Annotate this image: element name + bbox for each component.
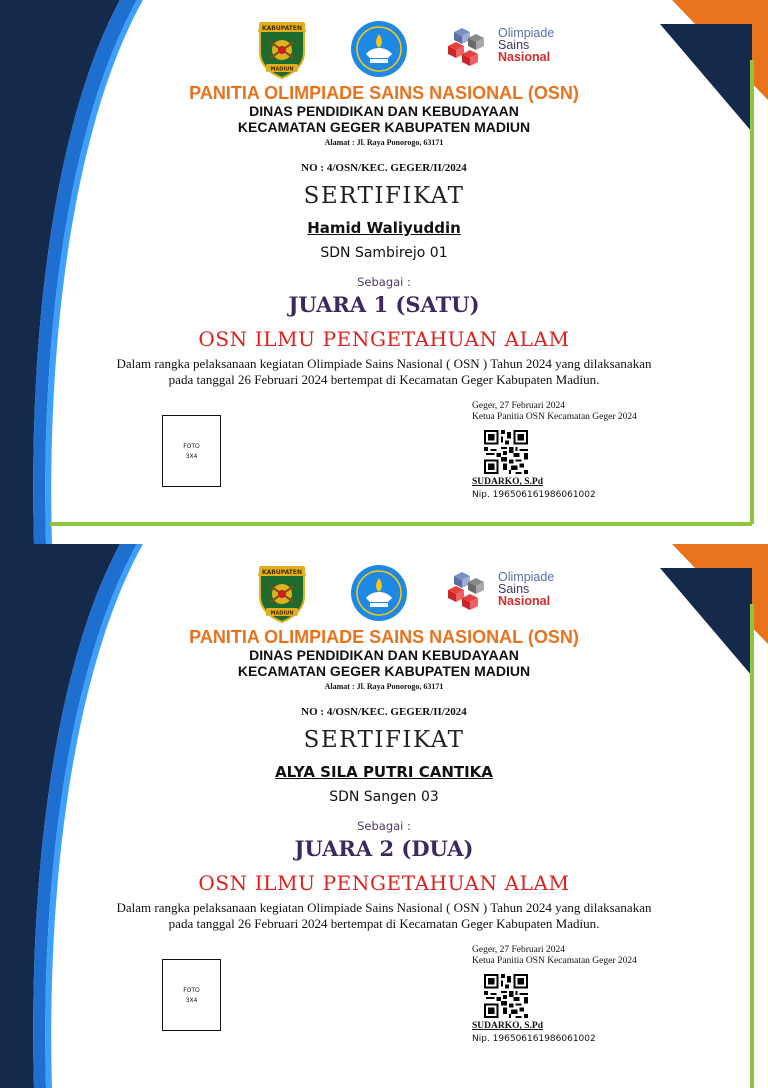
sign-place-date: Geger, 27 Februari 2024: [472, 401, 566, 411]
osn-cubes-icon: [444, 24, 494, 72]
osn-logo-line1: Olimpiade: [498, 26, 555, 40]
osn-logo-line3: Nasional: [498, 50, 551, 64]
kabupaten-madiun-emblem-icon: [254, 18, 310, 80]
sign-place-date: Geger, 27 Februari 2024: [472, 945, 566, 955]
signer-name: SUDARKO, S.Pd: [472, 1021, 543, 1031]
sign-role: Ketua Panitia OSN Kecamatan Geger 2024: [472, 956, 637, 966]
photo-size-label: 3X4: [185, 997, 198, 1004]
as-label: Sebagai :: [357, 275, 411, 289]
photo-label: FOTO: [183, 987, 200, 994]
osn-logo-line2: Sains: [498, 582, 530, 596]
description-line-2: pada tanggal 26 Februari 2024 bertempat di Kecamatan Geger Kabupaten Madiun.: [168, 916, 600, 931]
competition-title: OSN ILMU PENGETAHUAN ALAM: [198, 871, 570, 895]
osn-cubes-icon: [444, 568, 494, 616]
certificate-2: [0, 544, 768, 1088]
qr-code-icon: [484, 974, 528, 1018]
rank-title: JUARA 2 (DUA): [294, 836, 474, 861]
emblem-text-top: KABUPATEN: [262, 569, 302, 576]
signer-name: SUDARKO, S.Pd: [472, 477, 543, 487]
certificate-heading: SERTIFIKAT: [303, 727, 465, 753]
osn-logo-line1: Olimpiade: [498, 570, 555, 584]
photo-size-label: 3X4: [185, 453, 198, 460]
osn-logo: [444, 24, 564, 72]
signer-nip: Nip. 196506161986061002: [472, 1034, 596, 1044]
competition-title: OSN ILMU PENGETAHUAN ALAM: [198, 327, 570, 351]
emblem-text-bottom: MADIUN: [270, 610, 294, 617]
qr-code-icon: [484, 430, 528, 474]
photo-placeholder: [162, 959, 221, 1031]
photo-label: FOTO: [183, 443, 200, 450]
department-name: DINAS PENDIDIKAN DAN KEBUDAYAAN: [249, 103, 519, 119]
recipient-name: Hamid Waliyuddin: [307, 219, 461, 237]
recipient-name: ALYA SILA PUTRI CANTIKA: [275, 763, 493, 781]
tut-wuri-handayani-logo-icon: [350, 20, 408, 78]
osn-logo-text: [498, 571, 554, 607]
rank-title: JUARA 1 (SATU): [288, 292, 480, 317]
district-name: KECAMATAN GEGER KABUPATEN MADIUN: [237, 119, 531, 135]
recipient-school: SDN Sangen 03: [329, 789, 439, 805]
description-line-1: Dalam rangka pelaksanaan kegiatan Olimpiade Sains Nasional ( OSN ) Tahun 2024 yang dilaksanakan: [116, 356, 652, 371]
osn-logo-text: [498, 27, 554, 63]
signer-nip: Nip. 196506161986061002: [472, 490, 596, 500]
kabupaten-madiun-emblem-icon: [254, 562, 310, 624]
address: Alamat : Jl. Raya Ponorogo, 63171: [324, 682, 444, 691]
recipient-school: SDN Sambirejo 01: [320, 245, 448, 261]
as-label: Sebagai :: [357, 819, 411, 833]
description-line-1: Dalam rangka pelaksanaan kegiatan Olimpiade Sains Nasional ( OSN ) Tahun 2024 yang dilaksanakan: [116, 900, 652, 915]
committee-title: PANITIA OLIMPIADE SAINS NASIONAL (OSN): [189, 83, 579, 103]
certificate-heading: SERTIFIKAT: [303, 183, 465, 209]
tut-wuri-handayani-logo-icon: [350, 564, 408, 622]
osn-logo: [444, 568, 564, 616]
osn-logo-line2: Sains: [498, 38, 530, 52]
osn-logo-line3: Nasional: [498, 594, 551, 608]
photo-placeholder: [162, 415, 221, 487]
department-name: DINAS PENDIDIKAN DAN KEBUDAYAAN: [249, 647, 519, 663]
address: Alamat : Jl. Raya Ponorogo, 63171: [324, 138, 444, 147]
certificate-number: NO : 4/OSN/KEC. GEGER/II/2024: [301, 162, 467, 174]
signature-block: [472, 401, 712, 500]
certificate-number: NO : 4/OSN/KEC. GEGER/II/2024: [301, 706, 467, 718]
sign-role: Ketua Panitia OSN Kecamatan Geger 2024: [472, 412, 637, 422]
signature-block: [472, 945, 712, 1044]
emblem-text-bottom: MADIUN: [270, 66, 294, 73]
certificate-frame-decoration: [0, 544, 768, 1088]
emblem-text-top: KABUPATEN: [262, 25, 302, 32]
description-line-2: pada tanggal 26 Februari 2024 bertempat di Kecamatan Geger Kabupaten Madiun.: [168, 372, 600, 387]
district-name: KECAMATAN GEGER KABUPATEN MADIUN: [237, 663, 531, 679]
committee-title: PANITIA OLIMPIADE SAINS NASIONAL (OSN): [189, 627, 579, 647]
